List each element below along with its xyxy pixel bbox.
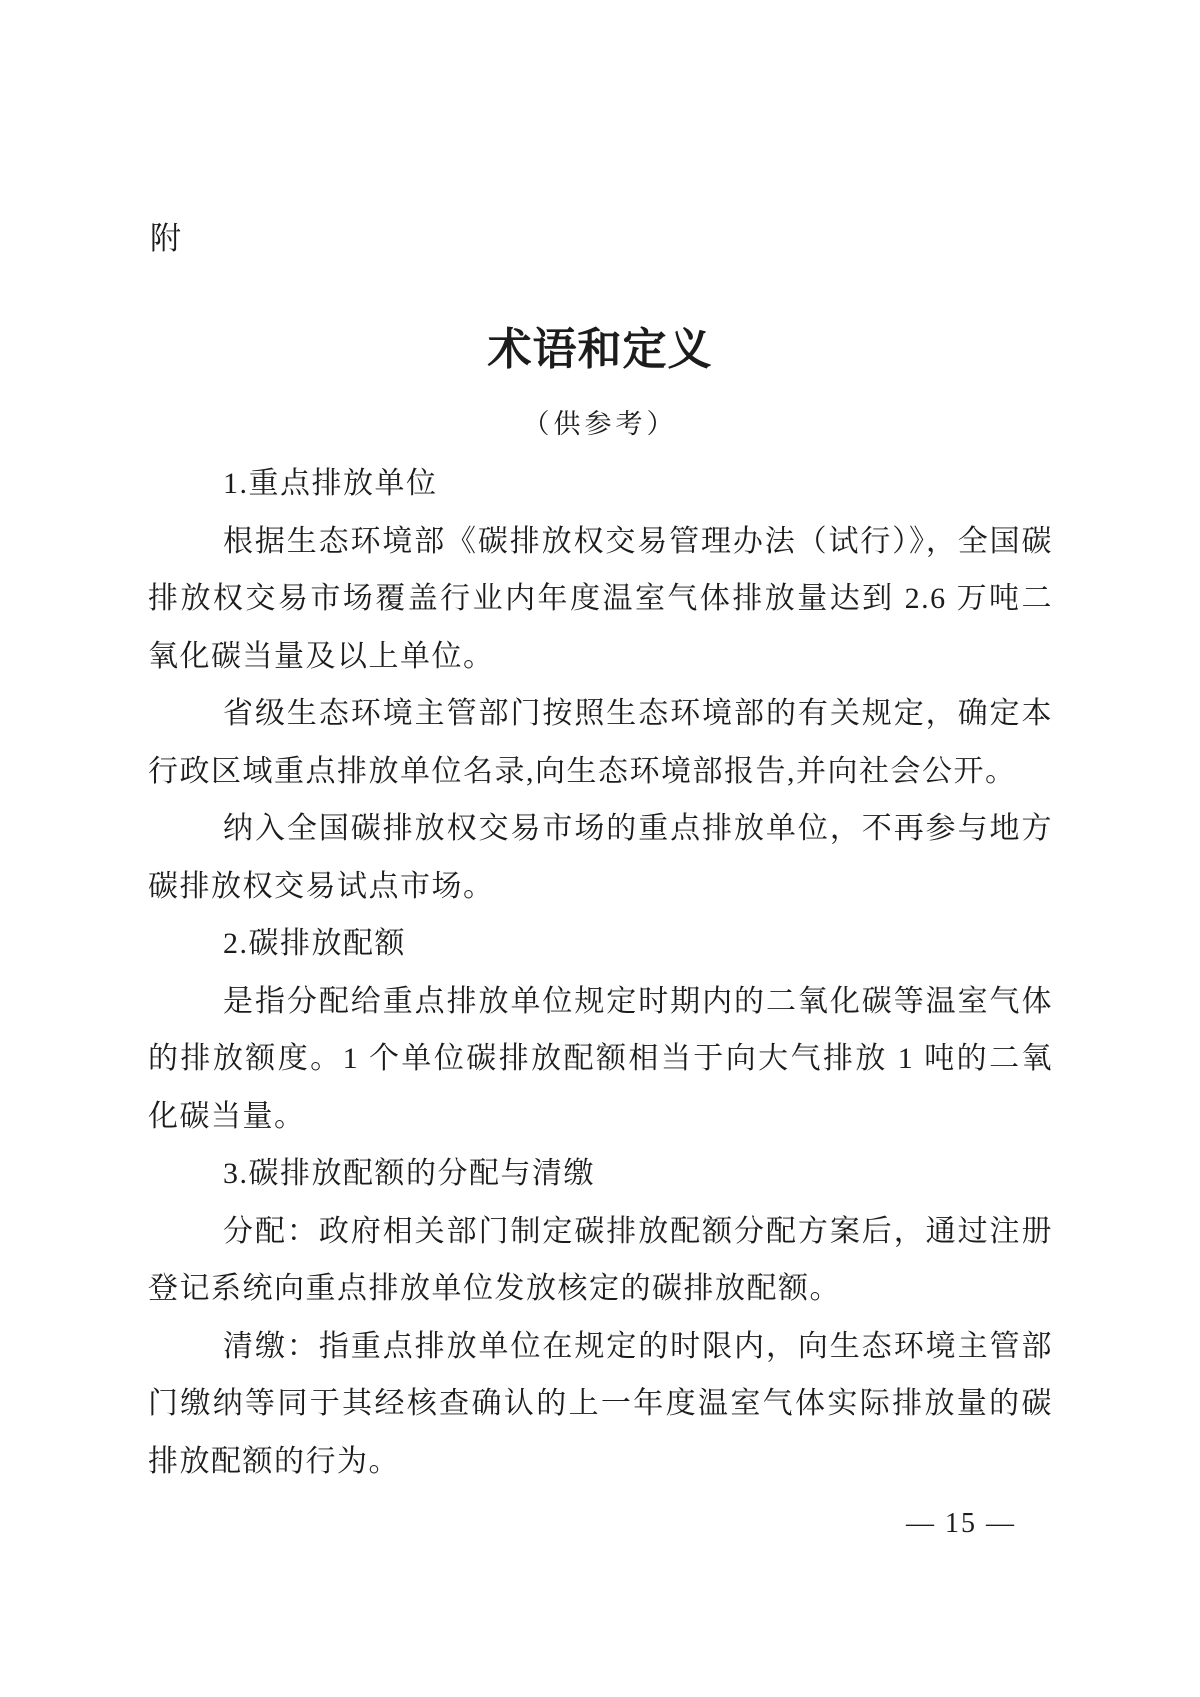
paragraph: 根据生态环境部《碳排放权交易管理办法（试行）》，全国碳排放权交易市场覆盖行业内年度温室气体排放量达到 2.6 万吨二氧化碳当量及以上单位。: [148, 524, 1053, 673]
section-heading-2: 2.碳排放配额: [223, 927, 406, 960]
page-subtitle: （供参考）: [522, 409, 678, 439]
paragraph: 纳入全国碳排放权交易市场的重点排放单位，不再参与地方碳排放权交易试点市场。: [148, 812, 1053, 903]
paragraph: 省级生态环境主管部门按照生态环境部的有关规定，确定本行政区域重点排放单位名录,向生态环境部报告,并向社会公开。: [148, 697, 1053, 788]
attachment-label: 附: [150, 221, 181, 256]
page-number: — 15 —: [906, 1508, 1016, 1539]
section-heading-3: 3.碳排放配额的分配与清缴: [223, 1157, 595, 1190]
page-title: 术语和定义: [487, 325, 713, 374]
paragraph: 清缴：指重点排放单位在规定的时限内，向生态环境主管部门缴纳等同于其经核查确认的上一年度温室气体实际排放量的碳排放配额的行为。: [148, 1329, 1053, 1478]
document-body: [148, 455, 1053, 1490]
paragraph: 分配：政府相关部门制定碳排放配额分配方案后，通过注册登记系统向重点排放单位发放核定的碳排放配额。: [148, 1214, 1053, 1305]
paragraph: 是指分配给重点排放单位规定时期内的二氧化碳等温室气体的排放额度。1 个单位碳排放配额相当于向大气排放 1 吨的二氧化碳当量。: [148, 984, 1053, 1133]
section-heading-1: 1.重点排放单位: [223, 467, 438, 500]
